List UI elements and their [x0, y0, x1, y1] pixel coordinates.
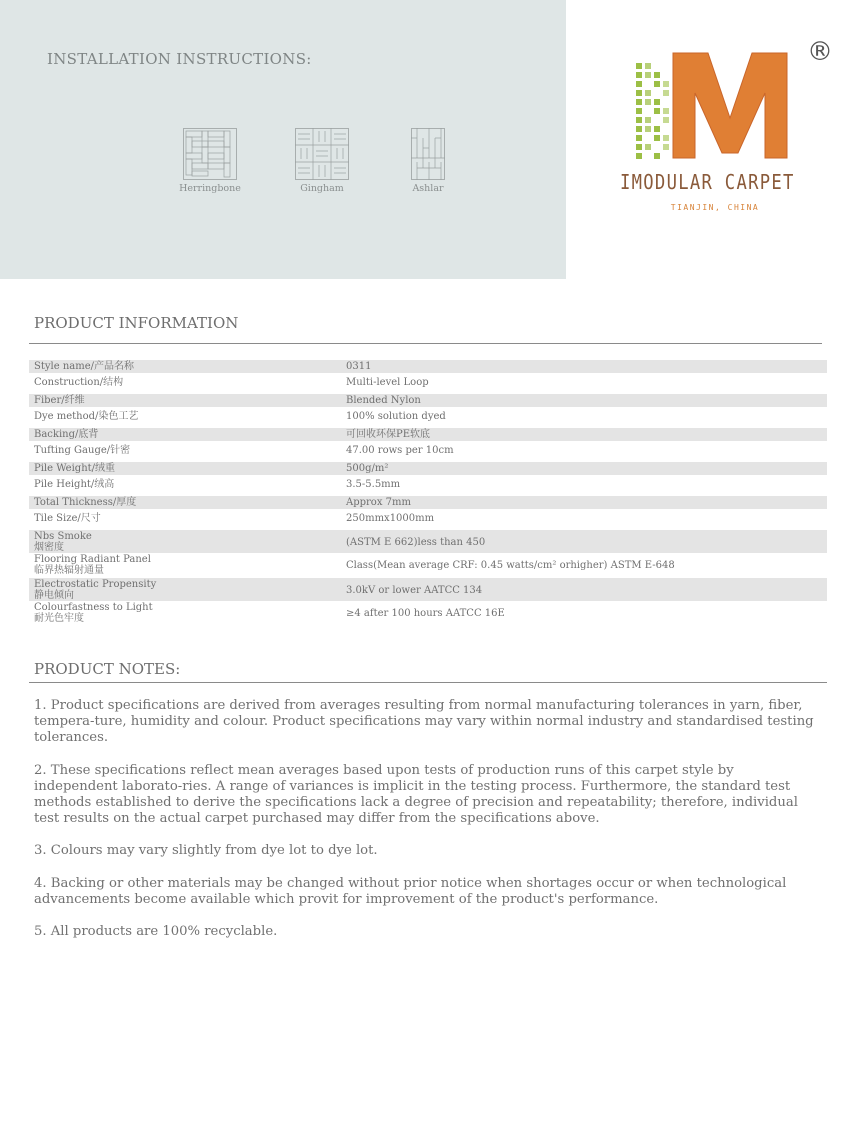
spec-value: Class(Mean average CRF: 0.45 watts/cm² orhigher) ASTM E-648	[346, 560, 675, 571]
spec-key-label: Electrostatic Propensity	[34, 579, 157, 590]
spec-key-label-cn: 耐光色牢度	[34, 613, 84, 624]
product-info-title: PRODUCT INFORMATION	[34, 314, 239, 332]
spec-value: 500g/m²	[346, 463, 389, 474]
divider	[29, 682, 827, 683]
spec-key	[34, 463, 115, 474]
spec-key	[34, 602, 153, 624]
spec-row	[29, 509, 827, 530]
spec-row	[29, 553, 827, 578]
logo-dot	[636, 81, 642, 87]
pattern-label-ashlar: Ashlar	[412, 183, 444, 194]
logo-dot	[654, 99, 660, 105]
spec-key	[34, 411, 138, 422]
logo-dot	[636, 135, 642, 141]
note-item: 4. Backing or other materials may be changed without prior notice when shortages occur or when technological advancements become available which provit for improvement of the product's performance.	[34, 875, 787, 907]
spec-key-label: Nbs Smoke	[34, 531, 92, 542]
logo-dot	[636, 126, 642, 132]
logo-dot	[654, 135, 660, 141]
pattern-herringbone	[172, 128, 248, 194]
logo-dot	[636, 63, 642, 69]
logo-dot	[663, 81, 669, 87]
logo-dot	[663, 135, 669, 141]
spec-key-label: Pile Height/绒高	[34, 479, 115, 490]
spec-value: 可回收环保PE软底	[346, 429, 431, 440]
spec-row	[29, 475, 827, 496]
spec-key	[34, 429, 98, 440]
logo-dot	[663, 108, 669, 114]
logo-dot	[654, 126, 660, 132]
spec-key	[34, 497, 136, 508]
spec-key-label: Backing/底背	[34, 429, 99, 440]
logo-dot	[636, 108, 642, 114]
logo-dot	[654, 81, 660, 87]
pattern-gingham	[284, 128, 360, 194]
spec-key	[34, 531, 92, 553]
spec-key	[34, 513, 101, 524]
spec-key-label: Construction/结构	[34, 377, 124, 388]
logo-dot	[636, 153, 642, 159]
spec-key	[34, 479, 114, 490]
spec-row	[29, 601, 827, 626]
brand-city: TIANJIN, CHINA	[670, 203, 760, 212]
spec-value: Blended Nylon	[346, 395, 421, 406]
logo-dot	[645, 63, 651, 69]
logo-dot	[645, 126, 651, 132]
installation-title: INSTALLATION INSTRUCTIONS:	[47, 50, 312, 68]
spec-row	[29, 394, 827, 407]
spec-value: Multi-level Loop	[346, 377, 429, 388]
imodular-logo	[620, 38, 835, 228]
spec-key	[34, 579, 156, 601]
spec-key	[34, 445, 130, 456]
pattern-label-gingham: Gingham	[300, 183, 344, 194]
spec-key-label: Dye method/染色工艺	[34, 411, 139, 422]
logo-dot	[654, 153, 660, 159]
herringbone-pattern-icon	[183, 128, 237, 180]
spec-key-label: Fiber/纤维	[34, 395, 85, 406]
spec-value: (ASTM E 662)less than 450	[346, 537, 486, 548]
spec-value: ≥4 after 100 hours AATCC 16E	[346, 608, 505, 619]
logo-dot	[636, 144, 642, 150]
spec-key-label: Tufting Gauge/针密	[34, 445, 131, 456]
registered-mark: ®	[807, 38, 833, 67]
divider	[29, 343, 822, 344]
spec-key-label: Colourfastness to Light	[34, 602, 153, 613]
logo-dot	[645, 99, 651, 105]
spec-value: 100% solution dyed	[346, 411, 446, 422]
logo-dot	[645, 90, 651, 96]
spec-key-label-cn: 静电倾向	[34, 590, 74, 601]
logo-dot	[636, 90, 642, 96]
logo-dot	[654, 108, 660, 114]
spec-row	[29, 496, 827, 509]
spec-value: 250mmx1000mm	[346, 513, 435, 524]
logo-dot	[636, 117, 642, 123]
spec-key-label-cn: 临界热辐射通量	[34, 565, 104, 576]
spec-key-label: Flooring Radiant Panel	[34, 554, 151, 565]
spec-row	[29, 578, 827, 601]
spec-value: 47.00 rows per 10cm	[346, 445, 454, 456]
spec-row	[29, 428, 827, 441]
pattern-ashlar	[390, 128, 466, 194]
spec-row	[29, 441, 827, 462]
logo-dot	[654, 72, 660, 78]
spec-value: 3.0kV or lower AATCC 134	[346, 585, 483, 596]
spec-key-label-cn: 烟密度	[34, 542, 64, 553]
note-item: 3. Colours may vary slightly from dye lot to dye lot.	[34, 843, 378, 859]
spec-key	[34, 554, 151, 576]
spec-row	[29, 462, 827, 475]
note-item: 5. All products are 100% recyclable.	[34, 924, 278, 940]
spec-row	[29, 360, 827, 373]
logo-dot	[636, 99, 642, 105]
spec-key	[34, 377, 123, 388]
pattern-label-herringbone: Herringbone	[179, 183, 241, 194]
gingham-pattern-icon	[295, 128, 349, 180]
logo-dot	[663, 144, 669, 150]
logo-dot	[645, 72, 651, 78]
spec-key-label: Pile Weight/绒重	[34, 463, 116, 474]
brand-name: IMODULAR CARPET	[620, 170, 795, 194]
note-item: 2. These specifications reflect mean averages based upon tests of production runs of this carpet style by independent laborato-ries. A range of variances is implicit in the testing process. Furthermore, the standard test methods established to derive the specifications lack a degree of precision and repeatability; therefore, individual test results on the actual carpet purchased may differ from the specifications above.	[34, 762, 798, 827]
spec-key-label: Style name/产品名称	[34, 361, 134, 372]
spec-row	[29, 407, 827, 428]
spec-value: Approx 7mm	[346, 497, 411, 508]
installation-panel	[0, 0, 566, 279]
logo-dot	[663, 117, 669, 123]
logo-dot	[636, 72, 642, 78]
product-notes-title: PRODUCT NOTES:	[34, 660, 181, 678]
spec-row	[29, 530, 827, 553]
note-item: 1. Product specifications are derived from averages resulting from normal manufacturing tolerances in yarn, fiber, tempera-ture, humidity and colour. Product specifications may vary within normal industry and standardised testing tolerances.	[34, 698, 814, 746]
spec-value: 0311	[346, 361, 372, 372]
logo-dot	[645, 117, 651, 123]
spec-key-label: Total Thickness/厚度	[34, 497, 137, 508]
spec-value: 3.5-5.5mm	[346, 479, 401, 490]
logo-dot	[645, 144, 651, 150]
ashlar-pattern-icon	[411, 128, 445, 180]
spec-key	[34, 395, 85, 406]
product-notes	[34, 698, 814, 956]
spec-key	[34, 361, 134, 372]
logo-dot	[663, 90, 669, 96]
spec-key-label: Tile Size/尺寸	[34, 513, 101, 524]
spec-row	[29, 373, 827, 394]
spec-table	[29, 360, 827, 626]
